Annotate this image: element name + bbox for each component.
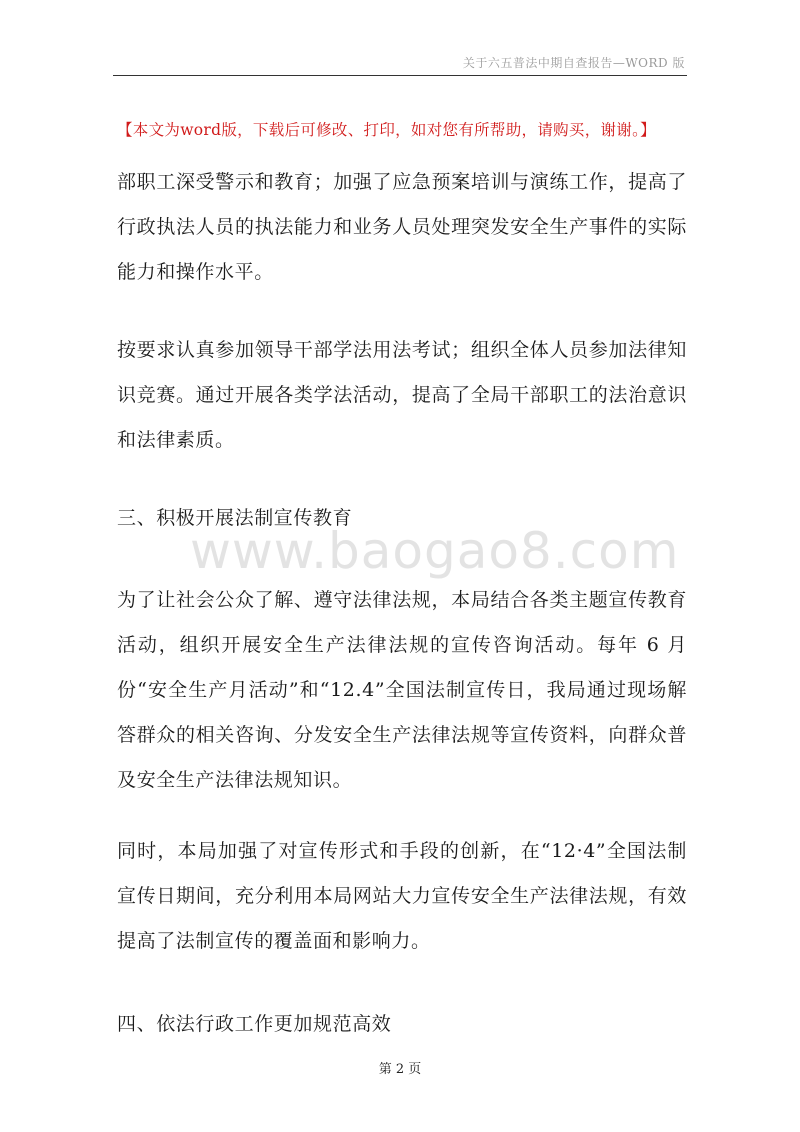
paragraph-2: 按要求认真参加领导干部学法用法考试；组织全体人员参加法律知识竞赛。通过开展各类学法活动，提高了全局干部职工的法治意识和法律素质。 bbox=[117, 339, 687, 451]
download-notice: 【本文为word版，下载后可修改、打印，如对您有所帮助，请购买，谢谢。】 bbox=[117, 121, 656, 139]
paragraph-4: 同时，本局加强了对宣传形式和手段的创新，在“12·4”全国法制宣传日期间，充分利用本局网站大力宣传安全生产法律法规，有效提高了法制宣传的覆盖面和影响力。 bbox=[117, 840, 687, 952]
running-header: 关于六五普法中期自查报告—WORD 版 bbox=[462, 56, 685, 70]
paragraph-1: 部职工深受警示和教育；加强了应急预案培训与演练工作，提高了行政执法人员的执法能力和业务人员处理突发安全生产事件的实际能力和操作水平。 bbox=[117, 171, 687, 283]
page-number: 第 2 页 bbox=[378, 1062, 422, 1077]
watermark: www.baogao8.com bbox=[190, 522, 680, 580]
section-heading-3: 三、积极开展法制宣传教育 bbox=[117, 507, 353, 529]
section-heading-4: 四、依法行政工作更加规范高效 bbox=[117, 1013, 392, 1035]
header-divider bbox=[113, 75, 687, 76]
paragraph-3: 为了让社会公众了解、遵守法律法规，本局结合各类主题宣传教育活动，组织开展安全生产法律法规的宣传咨询活动。每年 6 月份“安全生产月活动”和“12.4”全国法制宣传日，我局通过现场解答群众的相关咨询、分发安全生产法律法规等宣传资料，向群众普及安全生产法律法规知识。 bbox=[117, 589, 687, 791]
